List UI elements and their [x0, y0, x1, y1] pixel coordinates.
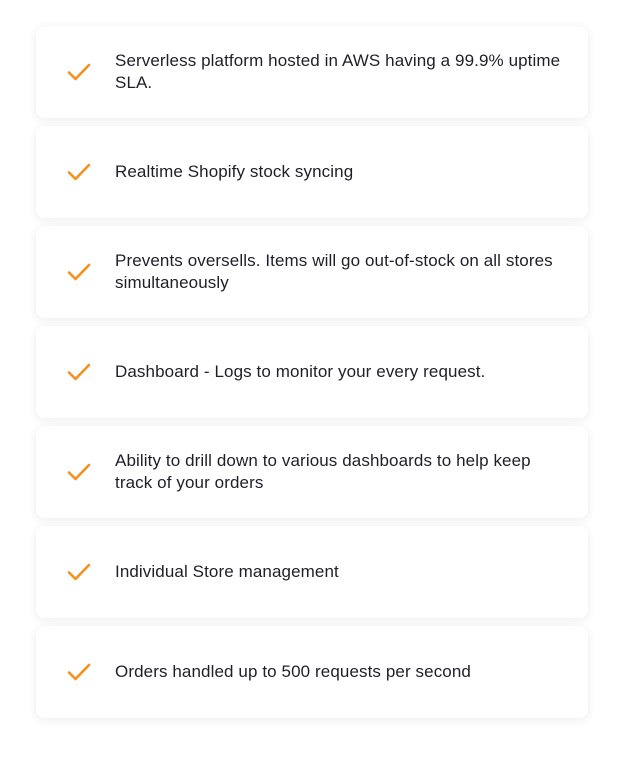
feature-card [36, 226, 588, 318]
feature-text: Realtime Shopify stock syncing [115, 162, 354, 181]
feature-text: Individual Store management [115, 562, 339, 581]
feature-card [36, 426, 588, 518]
checkmark-icon [66, 62, 92, 82]
feature-list [36, 26, 588, 726]
checkmark-icon [66, 562, 92, 582]
feature-card [36, 626, 588, 718]
feature-card [36, 26, 588, 118]
feature-text: Dashboard - Logs to monitor your every request. [115, 362, 486, 381]
feature-text: Ability to drill down to various dashboards to help keep track of your orders [115, 451, 531, 492]
checkmark-icon [66, 662, 92, 682]
feature-text: Orders handled up to 500 requests per second [115, 662, 471, 681]
feature-text: Prevents oversells. Items will go out-of-stock on all stores simultaneously [115, 251, 553, 292]
feature-card [36, 126, 588, 218]
checkmark-icon [66, 362, 92, 382]
feature-text: Serverless platform hosted in AWS having a 99.9% uptime SLA. [115, 51, 561, 92]
feature-card [36, 326, 588, 418]
feature-card [36, 526, 588, 618]
checkmark-icon [66, 162, 92, 182]
checkmark-icon [66, 262, 92, 282]
checkmark-icon [66, 462, 92, 482]
